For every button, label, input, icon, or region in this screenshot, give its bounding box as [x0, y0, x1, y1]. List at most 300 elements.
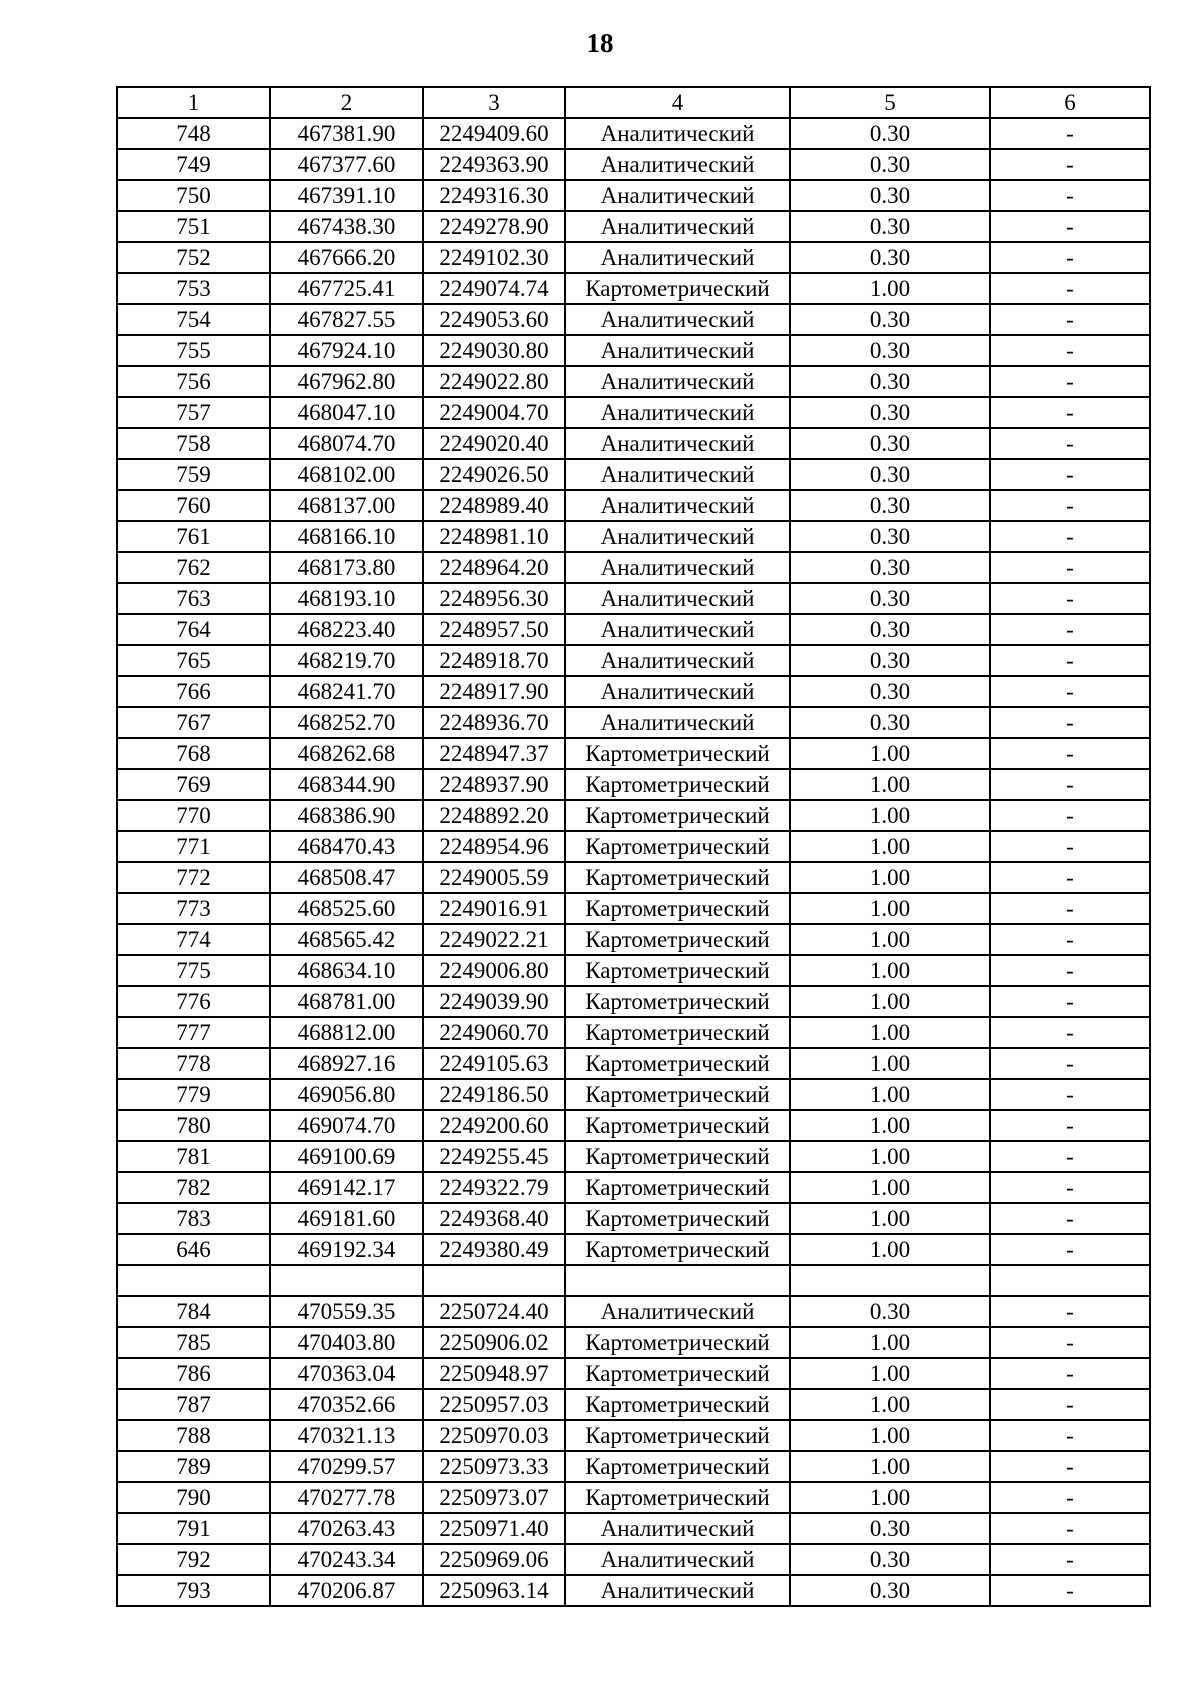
x-coordinate-cell: 467962.80	[270, 366, 423, 397]
note-cell: -	[990, 1358, 1150, 1389]
note-cell: -	[990, 149, 1150, 180]
accuracy-cell: 1.00	[790, 1327, 990, 1358]
x-coordinate-cell: 468102.00	[270, 459, 423, 490]
accuracy-cell: 0.30	[790, 552, 990, 583]
y-coordinate-cell: 2250973.07	[423, 1482, 565, 1513]
table-row	[117, 1482, 1150, 1513]
note-cell: -	[990, 986, 1150, 1017]
accuracy-cell: 0.30	[790, 304, 990, 335]
note-cell: -	[990, 428, 1150, 459]
x-coordinate-cell: 468470.43	[270, 831, 423, 862]
note-cell: -	[990, 1203, 1150, 1234]
table-row	[117, 490, 1150, 521]
method-cell: Картометрический	[565, 955, 790, 986]
table-row	[117, 1544, 1150, 1575]
accuracy-cell: 0.30	[790, 1544, 990, 1575]
x-coordinate-cell: 470277.78	[270, 1482, 423, 1513]
point-number-cell: 782	[117, 1172, 270, 1203]
y-coordinate-cell: 2250948.97	[423, 1358, 565, 1389]
y-coordinate-cell: 2250906.02	[423, 1327, 565, 1358]
note-cell: -	[990, 862, 1150, 893]
accuracy-cell: 0.30	[790, 242, 990, 273]
note-cell: -	[990, 1389, 1150, 1420]
table-row	[117, 180, 1150, 211]
table-row	[117, 521, 1150, 552]
table-row	[117, 428, 1150, 459]
method-cell: Картометрический	[565, 1172, 790, 1203]
method-cell: Аналитический	[565, 459, 790, 490]
y-coordinate-cell: 2248989.40	[423, 490, 565, 521]
x-coordinate-cell: 470363.04	[270, 1358, 423, 1389]
y-coordinate-cell: 2250970.03	[423, 1420, 565, 1451]
table-row	[117, 1358, 1150, 1389]
x-coordinate-cell: 469100.69	[270, 1141, 423, 1172]
table-row	[117, 1048, 1150, 1079]
x-coordinate-cell: 470206.87	[270, 1575, 423, 1606]
method-cell: Картометрический	[565, 1389, 790, 1420]
note-cell: -	[990, 1141, 1150, 1172]
x-coordinate-cell: 468525.60	[270, 893, 423, 924]
x-coordinate-cell: 467666.20	[270, 242, 423, 273]
column-header: 6	[990, 87, 1150, 118]
table-row	[117, 986, 1150, 1017]
point-number-cell: 759	[117, 459, 270, 490]
accuracy-cell: 1.00	[790, 1079, 990, 1110]
y-coordinate-cell: 2249380.49	[423, 1234, 565, 1265]
method-cell: Картометрический	[565, 986, 790, 1017]
point-number-cell: 766	[117, 676, 270, 707]
accuracy-cell: 1.00	[790, 986, 990, 1017]
x-coordinate-cell: 468137.00	[270, 490, 423, 521]
y-coordinate-cell: 2250963.14	[423, 1575, 565, 1606]
y-coordinate-cell: 2249278.90	[423, 211, 565, 242]
y-coordinate-cell: 2249316.30	[423, 180, 565, 211]
method-cell: Картометрический	[565, 800, 790, 831]
method-cell: Картометрический	[565, 1017, 790, 1048]
point-number-cell: 767	[117, 707, 270, 738]
point-number-cell: 778	[117, 1048, 270, 1079]
x-coordinate-cell: 469056.80	[270, 1079, 423, 1110]
y-coordinate-cell: 2250724.40	[423, 1296, 565, 1327]
note-cell: -	[990, 273, 1150, 304]
table-row	[117, 1110, 1150, 1141]
note-cell: -	[990, 1482, 1150, 1513]
x-coordinate-cell: 468262.68	[270, 738, 423, 769]
column-header: 2	[270, 87, 423, 118]
accuracy-cell: 1.00	[790, 955, 990, 986]
x-coordinate-cell: 468047.10	[270, 397, 423, 428]
method-cell: Аналитический	[565, 707, 790, 738]
y-coordinate-cell: 2248947.37	[423, 738, 565, 769]
accuracy-cell: 1.00	[790, 1234, 990, 1265]
x-coordinate-cell: 467827.55	[270, 304, 423, 335]
accuracy-cell: 1.00	[790, 800, 990, 831]
note-cell: -	[990, 1544, 1150, 1575]
y-coordinate-cell: 2249053.60	[423, 304, 565, 335]
table-row	[117, 1389, 1150, 1420]
point-number-cell: 762	[117, 552, 270, 583]
note-cell: -	[990, 614, 1150, 645]
table-row	[117, 1234, 1150, 1265]
point-number-cell: 760	[117, 490, 270, 521]
table-row	[117, 955, 1150, 986]
point-number-cell: 757	[117, 397, 270, 428]
column-header: 1	[117, 87, 270, 118]
method-cell: Аналитический	[565, 1296, 790, 1327]
table-row	[117, 738, 1150, 769]
accuracy-cell: 1.00	[790, 831, 990, 862]
method-cell: Картометрический	[565, 1358, 790, 1389]
note-cell: -	[990, 304, 1150, 335]
note-cell: -	[990, 211, 1150, 242]
method-cell: Картометрический	[565, 862, 790, 893]
point-number-cell: 777	[117, 1017, 270, 1048]
y-coordinate-cell: 2248957.50	[423, 614, 565, 645]
accuracy-cell: 0.30	[790, 211, 990, 242]
table-row	[117, 1575, 1150, 1606]
accuracy-cell: 0.30	[790, 645, 990, 676]
table-header-row	[117, 87, 1150, 118]
column-header: 4	[565, 87, 790, 118]
y-coordinate-cell: 2249200.60	[423, 1110, 565, 1141]
table-row	[117, 242, 1150, 273]
x-coordinate-cell: 470263.43	[270, 1513, 423, 1544]
note-cell: -	[990, 242, 1150, 273]
y-coordinate-cell: 2250957.03	[423, 1389, 565, 1420]
note-cell: -	[990, 1513, 1150, 1544]
x-coordinate-cell: 468812.00	[270, 1017, 423, 1048]
point-number-cell: 785	[117, 1327, 270, 1358]
method-cell: Аналитический	[565, 335, 790, 366]
method-cell: Картометрический	[565, 924, 790, 955]
table-row	[117, 366, 1150, 397]
method-cell: Картометрический	[565, 1234, 790, 1265]
method-cell: Картометрический	[565, 831, 790, 862]
table-row	[117, 1079, 1150, 1110]
accuracy-cell: 1.00	[790, 1110, 990, 1141]
table-row	[117, 769, 1150, 800]
table-row	[117, 335, 1150, 366]
point-number-cell: 750	[117, 180, 270, 211]
point-number-cell: 786	[117, 1358, 270, 1389]
point-number-cell: 751	[117, 211, 270, 242]
note-cell: -	[990, 769, 1150, 800]
table-row	[117, 1265, 1150, 1296]
accuracy-cell: 0.30	[790, 180, 990, 211]
point-number-cell: 756	[117, 366, 270, 397]
accuracy-cell: 1.00	[790, 924, 990, 955]
method-cell: Аналитический	[565, 118, 790, 149]
y-coordinate-cell: 2248917.90	[423, 676, 565, 707]
point-number-cell: 646	[117, 1234, 270, 1265]
method-cell: Картометрический	[565, 273, 790, 304]
point-number-cell: 772	[117, 862, 270, 893]
accuracy-cell: 1.00	[790, 1203, 990, 1234]
accuracy-cell: 1.00	[790, 1451, 990, 1482]
method-cell: Аналитический	[565, 645, 790, 676]
note-cell: -	[990, 831, 1150, 862]
method-cell: Картометрический	[565, 1482, 790, 1513]
method-cell: Аналитический	[565, 676, 790, 707]
table-row	[117, 1420, 1150, 1451]
y-coordinate-cell: 2249039.90	[423, 986, 565, 1017]
accuracy-cell: 1.00	[790, 273, 990, 304]
point-number-cell: 776	[117, 986, 270, 1017]
y-coordinate-cell: 2249004.70	[423, 397, 565, 428]
note-cell: -	[990, 490, 1150, 521]
table-row	[117, 1451, 1150, 1482]
x-coordinate-cell: 470243.34	[270, 1544, 423, 1575]
point-number-cell: 792	[117, 1544, 270, 1575]
point-number-cell: 768	[117, 738, 270, 769]
accuracy-cell: 0.30	[790, 149, 990, 180]
accuracy-cell: 0.30	[790, 118, 990, 149]
table-row	[117, 273, 1150, 304]
point-number-cell: 775	[117, 955, 270, 986]
x-coordinate-cell: 468193.10	[270, 583, 423, 614]
table-row	[117, 1296, 1150, 1327]
note-cell: -	[990, 1110, 1150, 1141]
point-number-cell: 753	[117, 273, 270, 304]
table-row	[117, 831, 1150, 862]
accuracy-cell: 0.30	[790, 707, 990, 738]
note-cell: -	[990, 676, 1150, 707]
y-coordinate-cell: 2249322.79	[423, 1172, 565, 1203]
accuracy-cell: 0.30	[790, 614, 990, 645]
accuracy-cell: 1.00	[790, 1420, 990, 1451]
table-row	[117, 552, 1150, 583]
note-cell: -	[990, 645, 1150, 676]
accuracy-cell: 0.30	[790, 583, 990, 614]
x-coordinate-cell: 468166.10	[270, 521, 423, 552]
method-cell: Аналитический	[565, 304, 790, 335]
accuracy-cell: 1.00	[790, 862, 990, 893]
note-cell: -	[990, 1017, 1150, 1048]
accuracy-cell: 1.00	[790, 738, 990, 769]
accuracy-cell: 0.30	[790, 1575, 990, 1606]
table-row	[117, 1141, 1150, 1172]
x-coordinate-cell: 467381.90	[270, 118, 423, 149]
x-coordinate-cell: 469192.34	[270, 1234, 423, 1265]
y-coordinate-cell: 2250973.33	[423, 1451, 565, 1482]
x-coordinate-cell: 467438.30	[270, 211, 423, 242]
accuracy-cell: 1.00	[790, 1017, 990, 1048]
note-cell: -	[990, 366, 1150, 397]
y-coordinate-cell: 2249186.50	[423, 1079, 565, 1110]
note-cell: -	[990, 1296, 1150, 1327]
accuracy-cell	[790, 1265, 990, 1296]
table-row	[117, 459, 1150, 490]
y-coordinate-cell: 2248956.30	[423, 583, 565, 614]
point-number-cell: 783	[117, 1203, 270, 1234]
accuracy-cell: 1.00	[790, 1389, 990, 1420]
method-cell: Картометрический	[565, 738, 790, 769]
y-coordinate-cell: 2249005.59	[423, 862, 565, 893]
y-coordinate-cell: 2249022.80	[423, 366, 565, 397]
method-cell: Аналитический	[565, 242, 790, 273]
x-coordinate-cell: 468074.70	[270, 428, 423, 459]
method-cell: Картометрический	[565, 1327, 790, 1358]
accuracy-cell: 0.30	[790, 397, 990, 428]
point-number-cell: 758	[117, 428, 270, 459]
table-row	[117, 1327, 1150, 1358]
x-coordinate-cell: 468386.90	[270, 800, 423, 831]
y-coordinate-cell: 2248981.10	[423, 521, 565, 552]
x-coordinate-cell: 467924.10	[270, 335, 423, 366]
note-cell: -	[990, 1048, 1150, 1079]
method-cell: Картометрический	[565, 769, 790, 800]
y-coordinate-cell: 2248964.20	[423, 552, 565, 583]
table-row	[117, 800, 1150, 831]
y-coordinate-cell: 2249074.74	[423, 273, 565, 304]
table-row	[117, 614, 1150, 645]
x-coordinate-cell: 469142.17	[270, 1172, 423, 1203]
y-coordinate-cell	[423, 1265, 565, 1296]
note-cell: -	[990, 707, 1150, 738]
note-cell: -	[990, 397, 1150, 428]
point-number-cell: 754	[117, 304, 270, 335]
y-coordinate-cell: 2249022.21	[423, 924, 565, 955]
note-cell: -	[990, 955, 1150, 986]
accuracy-cell: 1.00	[790, 893, 990, 924]
method-cell: Картометрический	[565, 1048, 790, 1079]
accuracy-cell: 1.00	[790, 1172, 990, 1203]
method-cell: Аналитический	[565, 521, 790, 552]
accuracy-cell: 1.00	[790, 1048, 990, 1079]
method-cell: Аналитический	[565, 428, 790, 459]
x-coordinate-cell: 468173.80	[270, 552, 423, 583]
method-cell: Аналитический	[565, 1575, 790, 1606]
point-number-cell: 781	[117, 1141, 270, 1172]
note-cell: -	[990, 335, 1150, 366]
y-coordinate-cell: 2249368.40	[423, 1203, 565, 1234]
accuracy-cell: 0.30	[790, 1296, 990, 1327]
method-cell: Картометрический	[565, 1420, 790, 1451]
y-coordinate-cell: 2249255.45	[423, 1141, 565, 1172]
point-number-cell: 770	[117, 800, 270, 831]
coordinates-table	[116, 86, 1151, 1607]
page-number: 18	[586, 28, 614, 58]
x-coordinate-cell: 470352.66	[270, 1389, 423, 1420]
y-coordinate-cell: 2250969.06	[423, 1544, 565, 1575]
note-cell: -	[990, 180, 1150, 211]
y-coordinate-cell: 2249363.90	[423, 149, 565, 180]
accuracy-cell: 0.30	[790, 459, 990, 490]
table-row	[117, 924, 1150, 955]
point-number-cell: 793	[117, 1575, 270, 1606]
column-header: 3	[423, 87, 565, 118]
x-coordinate-cell: 468241.70	[270, 676, 423, 707]
note-cell: -	[990, 1079, 1150, 1110]
table-row	[117, 645, 1150, 676]
point-number-cell	[117, 1265, 270, 1296]
method-cell: Картометрический	[565, 1451, 790, 1482]
x-coordinate-cell: 467377.60	[270, 149, 423, 180]
x-coordinate-cell: 468252.70	[270, 707, 423, 738]
method-cell: Аналитический	[565, 552, 790, 583]
method-cell: Аналитический	[565, 366, 790, 397]
x-coordinate-cell: 467725.41	[270, 273, 423, 304]
point-number-cell: 779	[117, 1079, 270, 1110]
y-coordinate-cell: 2249006.80	[423, 955, 565, 986]
accuracy-cell: 0.30	[790, 428, 990, 459]
y-coordinate-cell: 2249026.50	[423, 459, 565, 490]
method-cell: Аналитический	[565, 614, 790, 645]
point-number-cell: 764	[117, 614, 270, 645]
point-number-cell: 774	[117, 924, 270, 955]
note-cell: -	[990, 1172, 1150, 1203]
table-row	[117, 1513, 1150, 1544]
point-number-cell: 752	[117, 242, 270, 273]
note-cell: -	[990, 118, 1150, 149]
x-coordinate-cell: 469074.70	[270, 1110, 423, 1141]
x-coordinate-cell: 470403.80	[270, 1327, 423, 1358]
point-number-cell: 763	[117, 583, 270, 614]
x-coordinate-cell: 470321.13	[270, 1420, 423, 1451]
method-cell: Картометрический	[565, 893, 790, 924]
x-coordinate-cell: 468219.70	[270, 645, 423, 676]
table-row	[117, 397, 1150, 428]
note-cell: -	[990, 583, 1150, 614]
x-coordinate-cell: 470299.57	[270, 1451, 423, 1482]
table-body	[117, 118, 1150, 1606]
method-cell: Картометрический	[565, 1110, 790, 1141]
x-coordinate-cell: 468927.16	[270, 1048, 423, 1079]
note-cell: -	[990, 800, 1150, 831]
table-row	[117, 1172, 1150, 1203]
point-number-cell: 784	[117, 1296, 270, 1327]
point-number-cell: 771	[117, 831, 270, 862]
point-number-cell: 789	[117, 1451, 270, 1482]
table-row	[117, 304, 1150, 335]
column-header: 5	[790, 87, 990, 118]
table-row	[117, 1017, 1150, 1048]
method-cell: Картометрический	[565, 1079, 790, 1110]
point-number-cell: 780	[117, 1110, 270, 1141]
accuracy-cell: 0.30	[790, 490, 990, 521]
point-number-cell: 773	[117, 893, 270, 924]
y-coordinate-cell: 2249105.63	[423, 1048, 565, 1079]
point-number-cell: 769	[117, 769, 270, 800]
note-cell: -	[990, 521, 1150, 552]
table-row	[117, 211, 1150, 242]
note-cell: -	[990, 738, 1150, 769]
x-coordinate-cell: 468634.10	[270, 955, 423, 986]
table-row	[117, 707, 1150, 738]
y-coordinate-cell: 2248936.70	[423, 707, 565, 738]
point-number-cell: 749	[117, 149, 270, 180]
method-cell: Аналитический	[565, 149, 790, 180]
table-row	[117, 583, 1150, 614]
y-coordinate-cell: 2248918.70	[423, 645, 565, 676]
method-cell: Аналитический	[565, 583, 790, 614]
accuracy-cell: 1.00	[790, 1358, 990, 1389]
point-number-cell: 755	[117, 335, 270, 366]
method-cell: Аналитический	[565, 180, 790, 211]
point-number-cell: 791	[117, 1513, 270, 1544]
accuracy-cell: 0.30	[790, 521, 990, 552]
point-number-cell: 748	[117, 118, 270, 149]
y-coordinate-cell: 2249409.60	[423, 118, 565, 149]
x-coordinate-cell: 468508.47	[270, 862, 423, 893]
note-cell: -	[990, 1575, 1150, 1606]
x-coordinate-cell: 469181.60	[270, 1203, 423, 1234]
point-number-cell: 787	[117, 1389, 270, 1420]
y-coordinate-cell: 2249020.40	[423, 428, 565, 459]
note-cell: -	[990, 893, 1150, 924]
note-cell: -	[990, 1234, 1150, 1265]
note-cell: -	[990, 459, 1150, 490]
